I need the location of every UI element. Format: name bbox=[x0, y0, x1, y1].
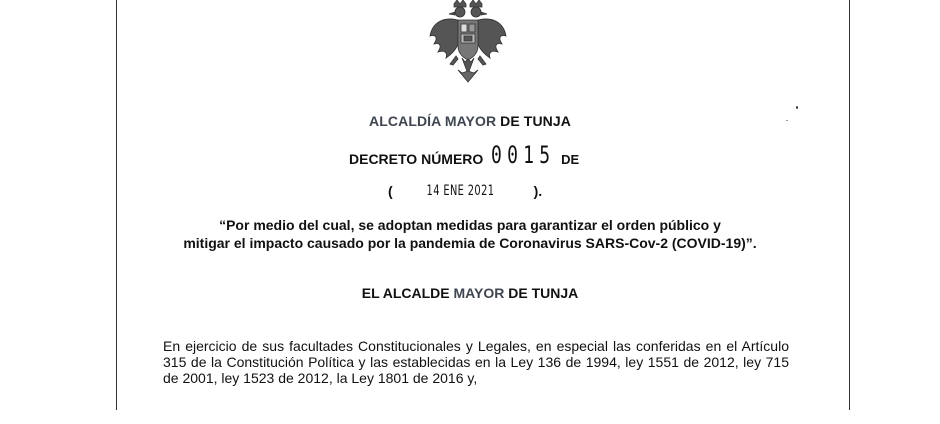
decree-suffix: DE bbox=[561, 152, 580, 167]
subject-line-1: “Por medio del cual, se adoptan medidas para garantizar el orden público y bbox=[219, 217, 721, 233]
decree-label: DECRETO NÚMERO bbox=[349, 151, 484, 167]
subject-line-2: mitigar el impacto causado por la pandemia de Coronavirus SARS-Cov-2 (COVID-19)”. bbox=[183, 235, 757, 251]
preamble-paragraph: En ejercicio de sus facultades Constitucionales y Legales, en especial las conferidas en el Artículo 315 de la Constitución Política y las establecidas en la Ley 136 de 1994, ley 1551 de 2012, ley 715 de 2001, ley 1523 de 2012, la Ley 1801 de 2016 y, bbox=[163, 338, 789, 386]
date-close-paren: ). bbox=[533, 183, 543, 199]
authority-part-1: EL ALCALDE bbox=[361, 285, 454, 301]
decree-subject bbox=[0, 216, 940, 252]
scan-speck bbox=[786, 120, 788, 121]
heading-part-2: DE TUNJA bbox=[496, 113, 571, 129]
authority-part-2: MAYOR bbox=[453, 285, 505, 301]
issuing-authority-heading bbox=[0, 113, 940, 129]
decree-date-line bbox=[388, 183, 542, 199]
coat-of-arms-eagle-icon bbox=[428, 0, 508, 86]
page-left-border bbox=[116, 0, 117, 410]
scan-speck bbox=[796, 106, 798, 109]
decree-number-line bbox=[349, 143, 579, 167]
heading-part-1: ALCALDÍA MAYOR bbox=[369, 113, 497, 129]
authority-part-3: DE TUNJA bbox=[504, 285, 579, 301]
date-stamp: 14 ENE 2021 bbox=[426, 183, 495, 199]
page-right-border bbox=[849, 0, 850, 410]
authority-heading bbox=[0, 285, 940, 301]
date-open-paren: ( bbox=[388, 183, 393, 199]
decree-number: 0015 bbox=[491, 141, 556, 169]
